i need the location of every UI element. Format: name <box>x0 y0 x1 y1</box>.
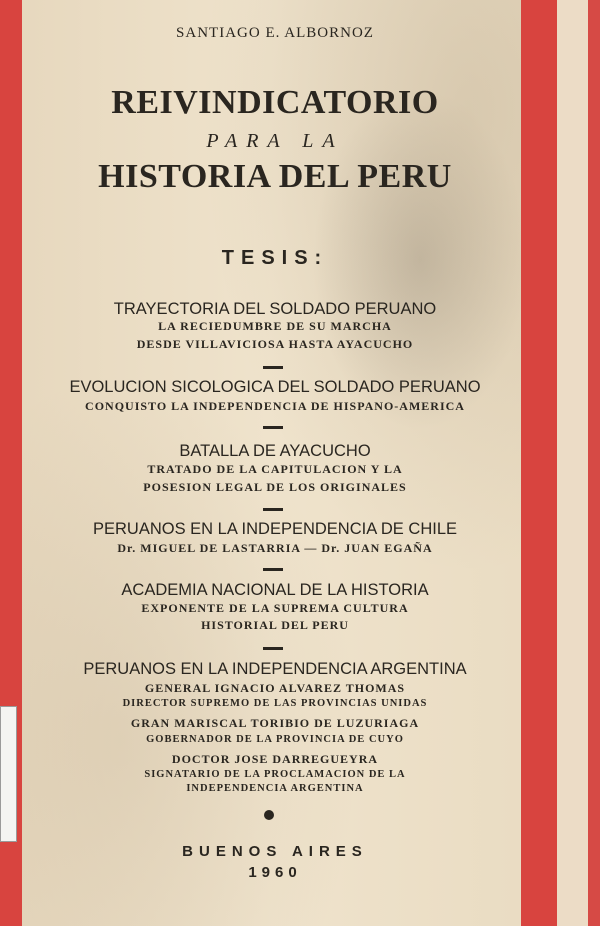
section-1-line-1: LA RECIEDUMBRE DE SU MARCHA <box>158 319 392 333</box>
ornament-dot <box>264 810 274 820</box>
section-6-line-7: INDEPENDENCIA ARGENTINA <box>186 783 364 794</box>
section-1-line-2: DESDE VILLAVICIOSA HASTA AYACUCHO <box>136 337 414 351</box>
title-line-2: PARA LA <box>206 130 344 152</box>
library-label <box>0 706 17 842</box>
section-2-line-1: CONQUISTO LA INDEPENDENCIA DE HISPANO-AMERICA <box>85 399 465 413</box>
section-divider <box>263 568 283 571</box>
section-6-line-3: GRAN MARISCAL TORIBIO DE LUZURIAGA <box>130 716 420 730</box>
imprint-city: BUENOS AIRES <box>182 843 368 860</box>
section-3-line-2: POSESION LEGAL DE LOS ORIGINALES <box>143 480 407 494</box>
section-5-line-1: EXPONENTE DE LA SUPREMA CULTURA <box>141 601 409 615</box>
right-red-band <box>521 0 557 926</box>
section-5-heading: ACADEMIA NACIONAL DE LA HISTORIA <box>121 581 429 599</box>
section-6-line-5: DOCTOR JOSE DARREGUEYRA <box>171 752 379 766</box>
section-6-line-4: GOBERNADOR DE LA PROVINCIA DE CUYO <box>146 734 404 745</box>
section-6-line-1: GENERAL IGNACIO ALVAREZ THOMAS <box>144 681 406 695</box>
section-divider <box>263 426 283 429</box>
section-4-line-1: Dr. MIGUEL DE LASTARRIA — Dr. JUAN EGAÑA <box>117 541 433 555</box>
author-name: SANTIAGO E. ALBORNOZ <box>176 25 374 41</box>
title-line-3: HISTORIA DEL PERU <box>98 158 452 195</box>
title-line-1: REIVINDICATORIO <box>111 84 439 121</box>
outer-red-band <box>588 0 600 926</box>
section-6-heading: PERUANOS EN LA INDEPENDENCIA ARGENTINA <box>83 660 467 678</box>
section-3-heading: BATALLA DE AYACUCHO <box>179 442 371 460</box>
section-6-line-6: SIGNATARIO DE LA PROCLAMACION DE LA <box>144 769 406 780</box>
section-4-heading: PERUANOS EN LA INDEPENDENCIA DE CHILE <box>92 520 457 538</box>
section-5-line-2: HISTORIAL DEL PERU <box>201 618 349 632</box>
section-divider <box>263 508 283 511</box>
section-2-heading: EVOLUCION SICOLOGICA DEL SOLDADO PERUANO <box>69 378 481 396</box>
section-divider <box>263 647 283 650</box>
section-1-heading: TRAYECTORIA DEL SOLDADO PERUANO <box>113 300 437 318</box>
tesis-heading: TESIS: <box>221 247 329 269</box>
section-6-line-2: DIRECTOR SUPREMO DE LAS PROVINCIAS UNIDAS <box>122 698 428 709</box>
section-3-line-1: TRATADO DE LA CAPITULACION Y LA <box>147 462 403 476</box>
imprint-year: 1960 <box>248 864 302 881</box>
section-divider <box>263 366 283 369</box>
right-paper-strip <box>557 0 588 926</box>
